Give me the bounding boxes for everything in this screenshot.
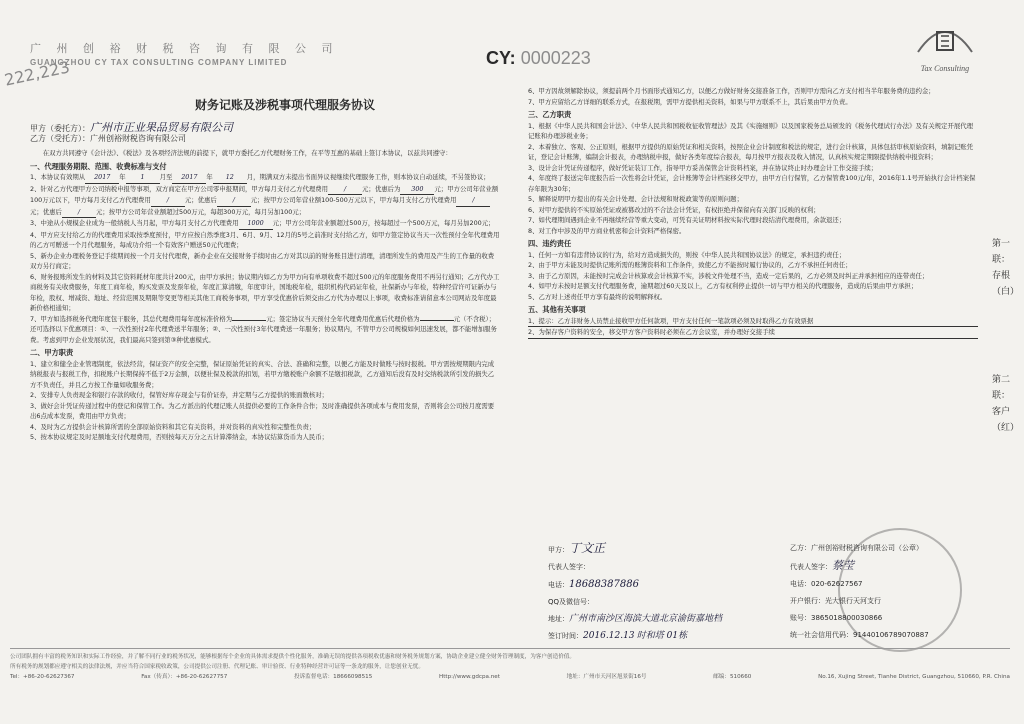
section-3-heading: 三、乙方职责 [528, 110, 572, 119]
party-a-address-value: 广州市南沙区海滨大道北京渝街嘉地档 [569, 614, 723, 624]
clause-1-2 [30, 184, 500, 219]
party-a-tel [548, 576, 798, 594]
party-b-credit-code: 统一社会信用代码：91440106789070887 [790, 631, 929, 639]
logo-text: Tax Consulting [920, 64, 970, 73]
blank-field [232, 320, 266, 321]
party-b-label: 乙方（受托方）： [30, 134, 90, 143]
clause-text: 元；甲方公司年营业额超过500万，按每超过一个500万元，每月另加200元； [272, 219, 495, 227]
duty-b-4: 4、年度终了报送完年度报告后一次性将会计凭证，会计账簿等会计档案移交甲方，由甲方自行保管，乙方保管费100元/年，2016年1.1号开始执行会计档案保存年限为30年； [528, 174, 976, 193]
intro: 在双方共同遵守《会计法》、《税法》及各项经济法规的前提下，就甲方委托乙方代理财务工作，在平等互惠的基础上签订本协议，以兹共同遵守： [42, 149, 452, 157]
fee-field: / [456, 195, 490, 207]
party-a-qq: QQ及微信号： [548, 598, 595, 606]
clause-1-4: 4、甲方应支付给乙方的代理费用采取按季度预付，甲方应按自然季度3月、6月、9月、12月的5号之前准时支付给乙方，如甲方签定协议当天一次性预付全年代理费用的乙方可赠送一个月代理服务，每成功介绍一个有效客户赠送50元代理费； [30, 230, 500, 249]
party-a-tel-value: 18688387886 [569, 579, 639, 590]
end-year: 2017 [172, 172, 206, 184]
section-4-heading: 四、违约责任 [528, 239, 572, 248]
duty-b-8: 8、对工作中涉及的甲方商业机密和会计资料严格保密。 [528, 226, 686, 235]
other-1: 1、提示：乙方非财务人员禁止接收甲方任何款项，甲方支付任何一笔款项必须及时取得乙方有效票据 [528, 316, 978, 328]
party-a-date [548, 628, 798, 645]
footer-line-2: 所有税务的规划都应遵守相关的法律法规，并应当符合国家税收政策，公司提供公司注册、代理记账、审计验资、行业特种经营许可证等一条龙的服务，让您创业无忧。 [10, 664, 424, 670]
duty-a-5: 5、按本协议规定及时足额地支付代理费用，否则按每天万分之五计算滞纳金，本协议结算货币为人民币； [30, 433, 329, 441]
doc-number [486, 48, 591, 69]
clause-text: 元；优惠后 [184, 196, 217, 204]
other-2: 2、为保存客户资料的安全，移交甲方客户资料时必须在乙方会议室，并办理好交接手续 [528, 327, 978, 339]
document-title: 财务记账及涉税事项代理服务协议 [194, 98, 375, 112]
clause-text: 元；按甲方公司年营业额100-500万元以下，甲方每月支付乙方代理费用 [250, 196, 457, 204]
duty-a-7: 7、甲方应留给乙方详细的联系方式，在报税期，需甲方提供相关资料，如果与甲方联系不上，其后果由甲方负责。 [528, 97, 852, 106]
clause-text: 元；优惠后 [30, 207, 62, 216]
logo-icon [910, 22, 980, 60]
clause-text: 3、中途从小规模企业成为一般纳税人当月起，甲方每月支付乙方代理费用 [30, 219, 239, 227]
clause-text: 1、本协议有效期从 [30, 173, 86, 181]
footer-hotline: 投诉监督电话：18666098515 [293, 674, 373, 680]
sign-label: 电话： [548, 581, 569, 589]
party-a-value: 广州市正业果品贸易有限公司 [90, 121, 233, 134]
fee-field: / [328, 184, 362, 196]
pencil-note: 222,223 [2, 57, 72, 90]
start-month: 1 [126, 172, 160, 184]
sign-label: 签订时间： [548, 632, 583, 640]
clause-text: 元；签定协议当天预付全年代理费用优惠后代理价格为 [266, 314, 420, 323]
footer-website: Http://www.gdcpa.net [439, 674, 500, 680]
clause-1-6: 6、财务报账所发生的材料及其它资料耗材年度共计200元，由甲方承担；协议期内如乙方为甲方向有单项收费不超过500元的年度服务费用不再另行通知；乙方代办工商税务有关收费服务，年度工商年检，购买发票及发票年检，年度汇算清缴，年度审计，国地税年检，组织机构代码证年检，社保新办与年检，特种经营许可证新办与年检，股权、增减资、地址、经营范围及期限等变更等相关其他工商税务事项，甲方享受优惠价后须交由乙方代为办理以上事项，收费标准请留意本公司网站及年度最新价格相通知； [30, 272, 500, 312]
clause-text: 7、甲方如选择税务代理年度包干服务，其总代理费用每年度标准价格为 [30, 314, 233, 323]
party-b-account: 账号：3865018800030866 [790, 614, 883, 622]
copy-label-second: 第二联：客户（红） [992, 375, 1020, 433]
clause-1-5: 5、新办企业办理税务登记手续期间按一个月支付代理费，新办企业在交接财务手续时由乙方对其以前的财务账目进行清理，清理所发生的费用及产生的工作量的收费双方另行商定； [30, 251, 495, 270]
fee-field: 1000 [239, 218, 273, 230]
year-label: 年 [119, 173, 126, 181]
party-a-signature-block [548, 540, 798, 645]
cy-label: CY: [486, 48, 516, 68]
duty-b-1: 1、根据《中华人民共和国会计法》、《中华人民共和国税收征收管理法》及其《实施细则》以及国家税务总局颁发的《税务代理试行办法》及有关规定开展代理记账和办理涉税业务； [528, 121, 974, 140]
fee-field: 300 [400, 184, 434, 196]
clause-1-1 [30, 172, 500, 184]
clause-text: 元（不含税）；还可选择以下优惠项目：①、一次性预付2年代理费送半年服务；②、一次性预付3年代理费送一年服务；协议期内，不管甲方公司规模如何迅速发展，都不能增加服务费。考虑到甲方企业发展状况，我们最高只签到第③种优惠模式。 [30, 314, 497, 344]
party-b [30, 133, 186, 144]
duty-b-7: 7、如代理期间遇到企业不再继续经营等重大变动，可凭有关证明材料按实际代理时段结清代理费用，余款退还； [528, 216, 846, 224]
duty-b-5: 5、解释说明甲方提出的有关会计处理、会计法规和财税政策等的原则问题； [528, 195, 743, 203]
right-column [528, 86, 978, 339]
clause-text: 元；按甲方公司年营业额超过500万元，每超300万元，每月另加100元； [95, 207, 306, 216]
duty-a-1: 1、建立和健全企业管理制度，依法经营，保证资产的安全完整，保证原始凭证的真实、合法、准确和完整，以便乙方能及时做账与按时报税。甲方需按规期限内完成纳税报表与报税工作，扣税账户长期保持不低于2万金额，以便社保及税款的扣划，若甲方缴税账户余额不足缴扣税款，乙方通知后没有及时交纳税款所引发的损失乙方不负责任，并且乙方按工作量如收服务费； [30, 359, 495, 389]
footer-address-en: No.16, Xujing Street, Tianhe District, Guangzhou, 510660, P.R. China [818, 674, 1010, 680]
address-note: 时和塔 01栋 [636, 631, 688, 641]
fee-field: / [151, 195, 185, 207]
section-2-heading: 二、甲方职责 [30, 348, 74, 357]
year-label: 年 [206, 173, 213, 181]
section-5-heading: 五、其他有关事项 [528, 305, 586, 314]
party-a-address [548, 611, 798, 628]
footer-post: 邮编：510660 [713, 674, 752, 680]
clause-text: 2、针对乙方代理甲方公司纳税申报等事项，双方商定在甲方公司零申报期间，甲方每月支付乙方代理费用 [30, 184, 329, 193]
party-a-label: 甲方（委托方）： [30, 124, 90, 133]
blank-field [420, 320, 454, 321]
duty-a-6: 6、甲方因故须解除协议，须提前两个月书面形式通知乙方，以便乙方做好财务交接准备工作，否则甲方需向乙方支付相当半年服务费的违约金； [528, 87, 935, 95]
clause-text: 月，期满双方未提出书面异议视继续代理服务工作，则本协议自动延续，不另签协议； [246, 173, 490, 181]
copy-label-first: 第一联：存根（白） [992, 239, 1020, 297]
company-logo [910, 22, 980, 72]
duty-a-4: 4、及时为乙方提供会计核算所需的全部原始资料和其它有关资料，并对资料的真实性和完整性负责； [30, 422, 316, 431]
breach-2: 2、由于甲方未能及时提供记账所需的账簿资料和工作条件，致使乙方不能按时履行协议的，乙方不承担任何责任； [528, 261, 852, 269]
left-column [30, 148, 500, 443]
sign-date: 2016.12.13 [583, 631, 635, 641]
duty-a-3: 3、做好会计凭证传递过程中的登记和保管工作。为乙方派出的代理记账人员提供必要的工作条件合作；及时准确提供各项成本与费用发票，否则将会公司按月度需要出6点成本发票，费用由甲方负责； [30, 401, 495, 420]
breach-4: 4、如甲方未按时足额支付代理服务费，逾期超过60天及以上，乙方有权利停止提供一切与甲方相关的代理服务，造成的后果由甲方承担； [528, 282, 918, 290]
party-b-tel: 电话：020-62627567 [790, 580, 863, 588]
footer-address: 地址：广州市天河区旭景街16号 [566, 674, 647, 680]
fee-field: / [62, 207, 96, 219]
party-a-rep: 代表人签字： [548, 563, 590, 571]
party-b-bank: 开户银行：光大银行天河支行 [790, 597, 881, 605]
company-name-cn: 广 州 创 裕 财 税 咨 询 有 限 公 司 [30, 42, 339, 55]
page-footer [10, 648, 1010, 682]
breach-5: 5、乙方对上述责任甲方享有最终的说明解释权。 [528, 292, 667, 301]
party-b-rep [790, 557, 980, 576]
party-b-name: 乙方：广州创裕财税咨询有限公司（公章） [790, 544, 923, 552]
section-1-heading: 一、代理服务期限、范围、收费标准与支付 [30, 161, 167, 171]
breach-1: 1、任何一方如有违背协议的行为，给对方造成损失的，则按《中华人民共和国协议法》的规定，承担违约责任； [528, 250, 846, 259]
sign-label: 地址： [548, 615, 569, 623]
clause-text: 元；优惠后为 [362, 184, 401, 193]
breach-3: 3、由于乙方原因，未能按时完成会计核算或会计核算不实，涉税文件处理不当，造成一定后果的，乙方必须及时纠正并承担相应的连带责任； [528, 271, 929, 280]
party-b-signature: 蔡莹 [832, 559, 854, 572]
duty-a-2: 2、安排专人负责现金和银行存款的收付，保管好库存现金与有价证券，并定期与乙方提供的账面数核对； [30, 391, 329, 399]
footer-contact [10, 672, 1010, 682]
sign-label: 甲方： [548, 546, 569, 554]
end-month: 12 [213, 172, 247, 184]
fee-field: / [217, 195, 251, 207]
duty-b-2: 2、本着独立、客观、公正原则，根据甲方提供的原始凭证和相关资料，按照企业会计制度和税法的规定，进行会计核算，具体包括审核原始资料，填制记账凭证，登记会计账簿，编制会计报表，办理纳税申报，做好各类年度综合报表，每月按甲方报表及收入情况，认真核实规定期限提供纳税申报资料； [528, 142, 974, 161]
party-b-signature-block [790, 540, 980, 644]
party-b-value: 广州创裕财税咨询有限公司 [90, 134, 186, 143]
start-year: 2017 [85, 172, 119, 184]
footer-line-1: 公司团队拥有丰富的税务知识和实际工作经验，并了解不同行业的税务状况，能够根据每个企业的具体需求提供个性化服务，准确无误的提供各项税收优惠和财务税务规划方案，协助企业建立健全财务管理制度，为客户创造价值。 [10, 654, 575, 660]
clause-1-3 [30, 218, 500, 230]
doc-number-value: 0000223 [520, 48, 591, 68]
clause-text: 月至 [159, 173, 173, 181]
party-a-sign-row [548, 540, 798, 559]
duty-b-3: 3、设计会计凭证传递程序，做好凭证装订工作，指导甲方妥善保管会计资料档案，并在协议终止时办理会计工作交接手续； [528, 163, 878, 172]
sign-label: 代表人签字： [790, 563, 832, 571]
duty-b-6: 6、对甲方提供的不实原始凭证或被篡改过的不合法会计凭证，有权拒绝并保留向有关部门反映的权利； [528, 205, 820, 214]
company-name-en: GUANGZHOU CY TAX CONSULTING COMPANY LIMITED [30, 58, 288, 67]
clause-1-7 [30, 314, 500, 346]
footer-tel: Tel：+86-20-62627367 [10, 674, 75, 680]
clause-text: 元；甲方公司年营业额100万元以下，甲方每月支付乙方代理费用 [30, 184, 499, 204]
footer-fax: Fax（传真）：+86-20-62627757 [141, 674, 228, 680]
party-a-signature: 丁文正 [569, 541, 606, 555]
